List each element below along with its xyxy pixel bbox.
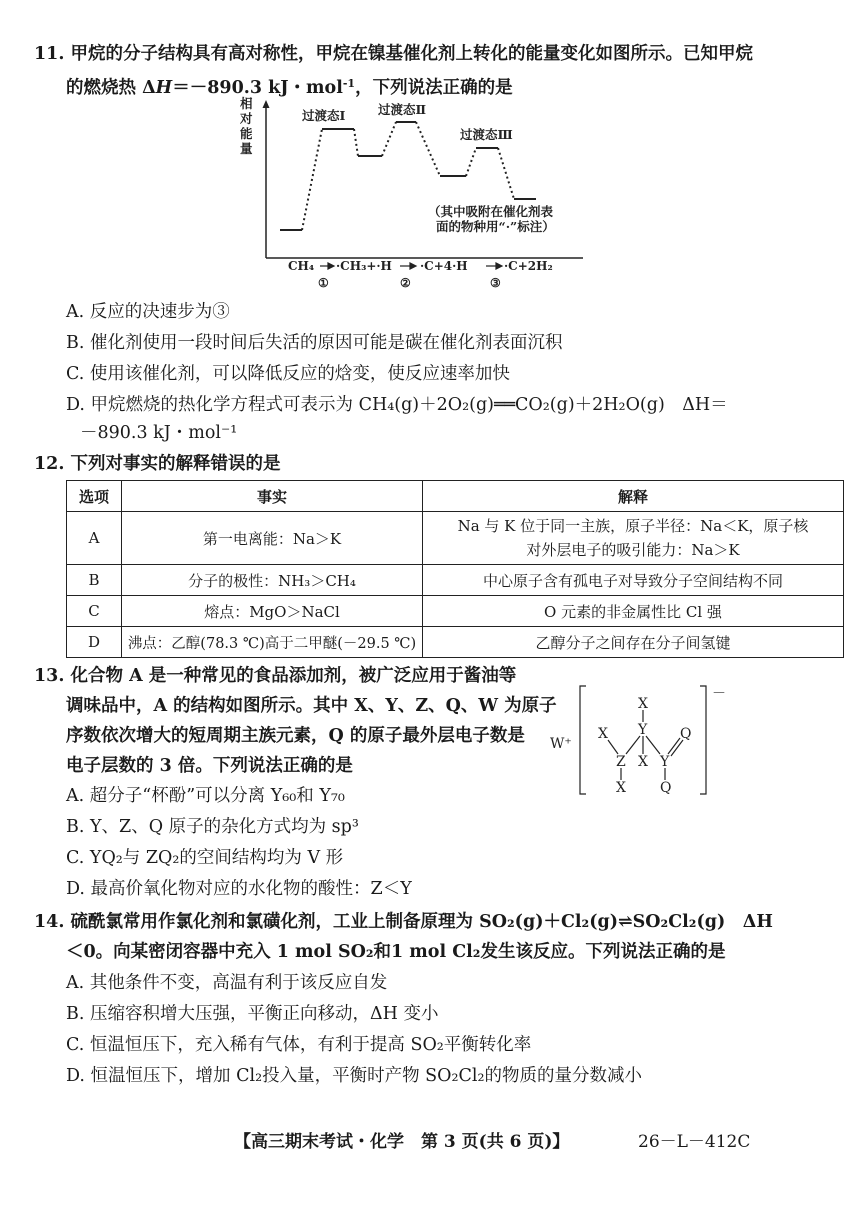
species-c-2h2: ·C+2H₂: [504, 259, 553, 273]
exam-code: 26－L－412C: [638, 1132, 751, 1152]
q11-stem-text: 的燃烧热 Δ: [66, 78, 156, 98]
q14-option-d: D. 恒温恒压下，增加 Cl₂投入量，平衡时产物 SO₂Cl₂的物质的量分数减小: [66, 1066, 643, 1086]
q11-stem-h: H: [155, 78, 173, 98]
q13-stem-line2: 调味品中，A 的结构如图所示。其中 X、Y、Z、Q、W 为原子: [66, 696, 557, 716]
q14-stem-line1: 14. 硫酰氯常用作氯化剂和氯磺化剂，工业上制备原理为 SO₂(g)＋Cl₂(g)⇌SO₂Cl₂(g) ΔH: [34, 912, 773, 932]
q14-option-b: B. 压缩容积增大压强，平衡正向移动，ΔH 变小: [66, 1004, 439, 1024]
row-a-exp-line2: 对外层电子的吸引能力：Na＞K: [526, 541, 740, 559]
atom-x-bottom: X: [616, 780, 626, 796]
table-row: [67, 565, 844, 596]
ylabel-1: 相: [240, 96, 253, 111]
step-1: ①: [318, 276, 329, 290]
step-3: ③: [490, 276, 501, 290]
note-line1: （其中吸附在催化剂表: [428, 204, 554, 219]
row-a-option: A: [67, 512, 122, 565]
atom-y-upper: Y: [638, 722, 648, 738]
q14-option-a: A. 其他条件不变，高温有利于该反应自发: [66, 973, 388, 993]
q13-option-d: D. 最高价氧化物对应的水化物的酸性：Z＜Y: [66, 879, 412, 899]
anion-charge: －: [712, 686, 726, 702]
row-d-explanation: 乙醇分子之间存在分子间氢键: [423, 627, 844, 658]
species-c-4h: ·C+4·H: [420, 259, 468, 273]
row-b-option: B: [67, 565, 122, 596]
table-row: [67, 596, 844, 627]
ts3-label: 过渡态Ⅲ: [460, 127, 513, 142]
ts1-label: 过渡态Ⅰ: [302, 108, 346, 123]
header-option: 选项: [67, 481, 122, 512]
q11-option-c: C. 使用该催化剂，可以降低反应的焓变，使反应速率加快: [66, 364, 510, 384]
bracket-right: [700, 686, 706, 794]
q13-option-c: C. YQ₂与 ZQ₂的空间结构均为 V 形: [66, 848, 344, 868]
bracket-left: [580, 686, 586, 794]
row-d-fact: 沸点：乙醇(78.3 ℃)高于二甲醚(－29.5 ℃): [122, 627, 423, 658]
ylabel-2: 对: [240, 111, 253, 126]
q13-stem-line4: 电子层数的 3 倍。下列说法正确的是: [66, 756, 353, 776]
facts-table: [66, 480, 844, 658]
q14-option-c: C. 恒温恒压下，充入稀有气体，有利于提高 SO₂平衡转化率: [66, 1035, 532, 1055]
note-line2: 面的物种用“·”标注）: [436, 219, 555, 234]
q11-stem-sup: -1: [342, 77, 356, 90]
y-axis-arrow: [263, 100, 270, 108]
row-c-fact: 熔点：MgO＞NaCl: [122, 596, 423, 627]
row-b-fact: 分子的极性：NH₃＞CH₄: [122, 565, 423, 596]
row-d-option: D: [67, 627, 122, 658]
table-row: [67, 512, 844, 565]
q11-stem-value: ＝－890.3 kJ・mol: [172, 78, 343, 98]
ts2-label: 过渡态Ⅱ: [378, 102, 427, 117]
table-header-row: [67, 481, 844, 512]
page-footer: 【高三期末考试・化学 第 3 页(共 6 页)】: [234, 1132, 570, 1152]
row-b-explanation: 中心原子含有孤电子对导致分子空间结构不同: [423, 565, 844, 596]
q11-option-d: D. 甲烷燃烧的热化学方程式可表示为 CH₄(g)＋2O₂(g)══CO₂(g)＋2H₂O(g) ΔH＝: [66, 395, 728, 415]
table-row: [67, 627, 844, 658]
ylabel-4: 量: [240, 141, 253, 156]
q11-option-d-cont: －890.3 kJ・mol⁻¹: [80, 423, 238, 443]
q13-option-b: B. Y、Z、Q 原子的杂化方式均为 sp³: [66, 817, 359, 837]
q13-stem-line1: 13. 化合物 A 是一种常见的食品添加剂，被广泛应用于酱油等: [34, 666, 517, 686]
atom-q-bottom: Q: [660, 780, 672, 796]
atom-x-top: X: [638, 696, 648, 712]
species-ch4: CH₄: [288, 259, 315, 273]
header-fact: 事实: [122, 481, 423, 512]
header-explanation: 解释: [423, 481, 844, 512]
q11-stem-line1: 11. 甲烷的分子结构具有高对称性，甲烷在镍基催化剂上转化的能量变化如图所示。已知甲烷: [34, 44, 754, 64]
row-c-option: C: [67, 596, 122, 627]
energy-diagram: [238, 96, 598, 296]
species-ch3-h: ·CH₃+·H: [336, 259, 392, 273]
q11-option-b: B. 催化剂使用一段时间后失活的原因可能是碳在催化剂表面沉积: [66, 333, 563, 353]
atom-x-left: X: [598, 726, 608, 742]
q13-stem-line3: 序数依次增大的短周期主族元素，Q 的原子最外层电子数是: [66, 726, 525, 746]
row-c-explanation: O 元素的非金属性比 Cl 强: [423, 596, 844, 627]
cation-label: W⁺: [550, 736, 572, 752]
atom-x-mid: X: [638, 754, 648, 770]
step-2: ②: [400, 276, 411, 290]
q12-stem: 12. 下列对事实的解释错误的是: [34, 454, 281, 474]
q13-option-a: A. 超分子“杯酚”可以分离 Y₆₀和 Y₇₀: [66, 786, 345, 806]
row-a-explanation: [423, 512, 844, 565]
q11-stem-end: ，下列说法正确的是: [355, 78, 513, 98]
row-a-fact: 第一电离能：Na＞K: [122, 512, 423, 565]
atom-q-right: Q: [680, 726, 692, 742]
atom-z: Z: [616, 754, 626, 770]
q14-stem-line2: ＜0。向某密闭容器中充入 1 mol SO₂和1 mol Cl₂发生该反应。下列说法正确的是: [66, 942, 726, 962]
structure-diagram: [548, 680, 728, 800]
ylabel-3: 能: [240, 126, 253, 141]
q11-option-a: A. 反应的决速步为③: [66, 302, 230, 322]
atom-y-lower: Y: [660, 754, 670, 770]
row-a-exp-line1: Na 与 K 位于同一主族，原子半径：Na＜K，原子核: [457, 517, 809, 535]
